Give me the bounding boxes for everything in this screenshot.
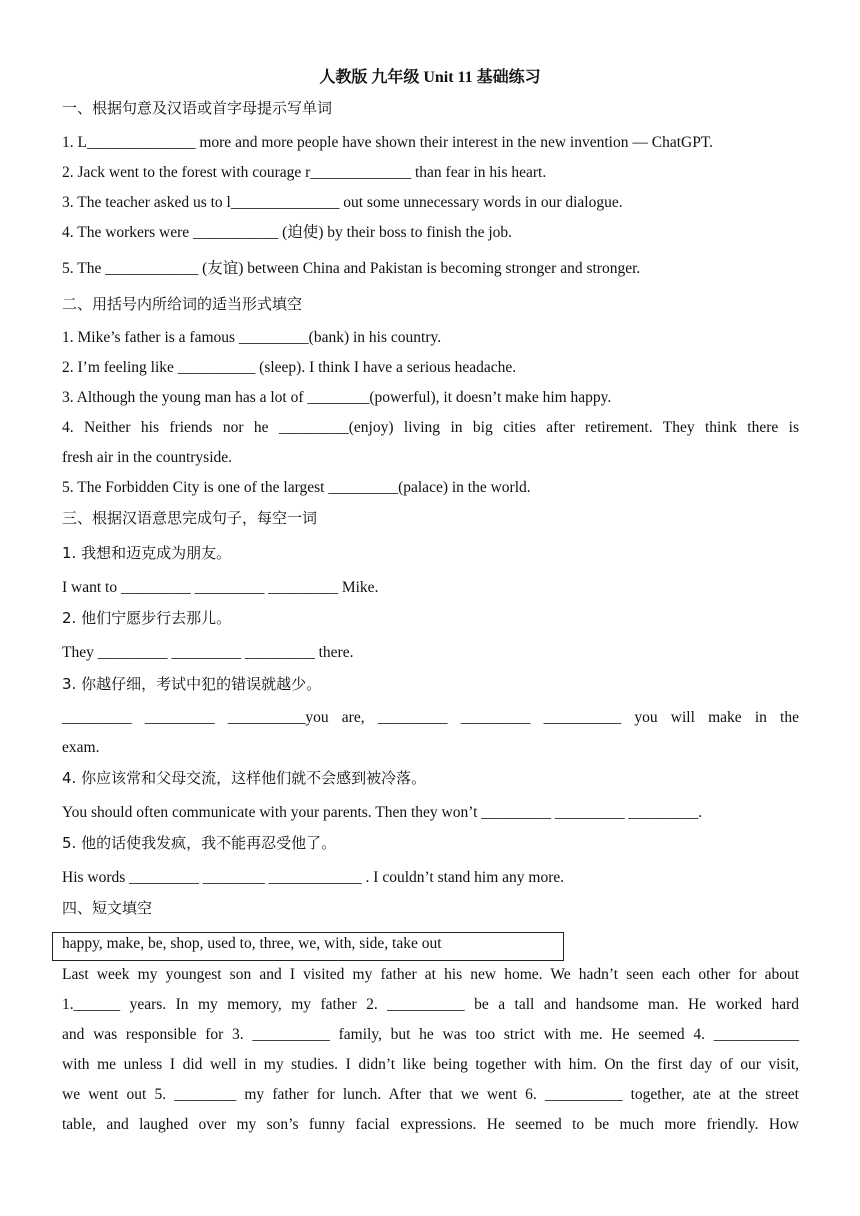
worksheet-title: 人教版 九年级 Unit 11 基础练习 <box>319 69 541 86</box>
s3-answer-3-cont: exam. <box>62 739 100 756</box>
s2-item-4: 4. Neither his friends nor he _________(enjoy) living in big cities after retirement. They think there is <box>62 419 799 436</box>
passage-line-2: 1.______ years. In my memory, my father 2. __________ be a tall and handsome man. He worked hard <box>62 996 799 1013</box>
s1-item-2: 2. Jack went to the forest with courage r_____________ than fear in his heart. <box>62 164 547 181</box>
s3-answer-1: I want to _________ _________ _________ Mike. <box>62 579 379 596</box>
passage-line-1: Last week my youngest son and I visited my father at his new home. We hadn’t seen each other for about <box>62 966 799 983</box>
s2-item-1: 1. Mike’s father is a famous _________(bank) in his country. <box>62 329 442 346</box>
s3-answer-3: _________ _________ __________you are, _________ _________ __________ you will make in the <box>62 709 799 726</box>
section3-heading: 三、根据汉语意思完成句子，每空一词 <box>62 509 318 527</box>
section4-heading: 四、短文填空 <box>62 899 153 917</box>
passage-line-6: table, and laughed over my son’s funny facial expressions. He seemed to be much more friendly. How <box>62 1116 799 1133</box>
passage-line-4: with me unless I did well in my studies. I didn’t like being together with him. On the first day of our visit, <box>62 1056 799 1073</box>
s3-answer-4: You should often communicate with your parents. Then they won’t _________ _________ _________. <box>62 804 703 821</box>
section2-heading: 二、用括号内所给词的适当形式填空 <box>62 295 303 313</box>
s1-item-5: 5. The ____________ (友谊) between China and Pakistan is becoming stronger and stronger. <box>62 260 641 277</box>
s3-prompt-5: 5. 他的话使我发疯，我不能再忍受他了。 <box>62 834 337 852</box>
s2-item-2: 2. I’m feeling like __________ (sleep). I think I have a serious headache. <box>62 359 517 376</box>
passage-line-5: we went out 5. ________ my father for lunch. After that we went 6. __________ together, ate at the street <box>62 1086 799 1103</box>
s2-item-5: 5. The Forbidden City is one of the largest _________(palace) in the world. <box>62 479 531 496</box>
passage-line-3: and was responsible for 3. __________ family, but he was too strict with me. He seemed 4. ___________ <box>62 1026 799 1043</box>
s3-answer-2: They _________ _________ _________ there. <box>62 644 354 661</box>
s1-item-1: 1. L______________ more and more people have shown their interest in the new invention — ChatGPT. <box>62 134 714 151</box>
word-bank: happy, make, be, shop, used to, three, we, with, side, take out <box>62 935 442 952</box>
s2-item-4-cont: fresh air in the countryside. <box>62 449 233 466</box>
s1-item-4: 4. The workers were ___________ (迫使) by their boss to finish the job. <box>62 224 513 241</box>
s2-item-3: 3. Although the young man has a lot of ________(powerful), it doesn’t make him happy. <box>62 389 612 406</box>
s1-item-3: 3. The teacher asked us to l______________ out some unnecessary words in our dialogue. <box>62 194 623 211</box>
s3-prompt-2: 2. 他们宁愿步行去那儿。 <box>62 609 232 627</box>
s3-prompt-3: 3. 你越仔细，考试中犯的错误就越少。 <box>62 675 322 693</box>
s3-answer-5: His words _________ ________ ____________ . I couldn’t stand him any more. <box>62 869 565 886</box>
s3-prompt-4: 4. 你应该常和父母交流，这样他们就不会感到被冷落。 <box>62 769 427 787</box>
s3-prompt-1: 1. 我想和迈克成为朋友。 <box>62 544 232 562</box>
section1-heading: 一、根据句意及汉语或首字母提示写单词 <box>62 99 333 117</box>
